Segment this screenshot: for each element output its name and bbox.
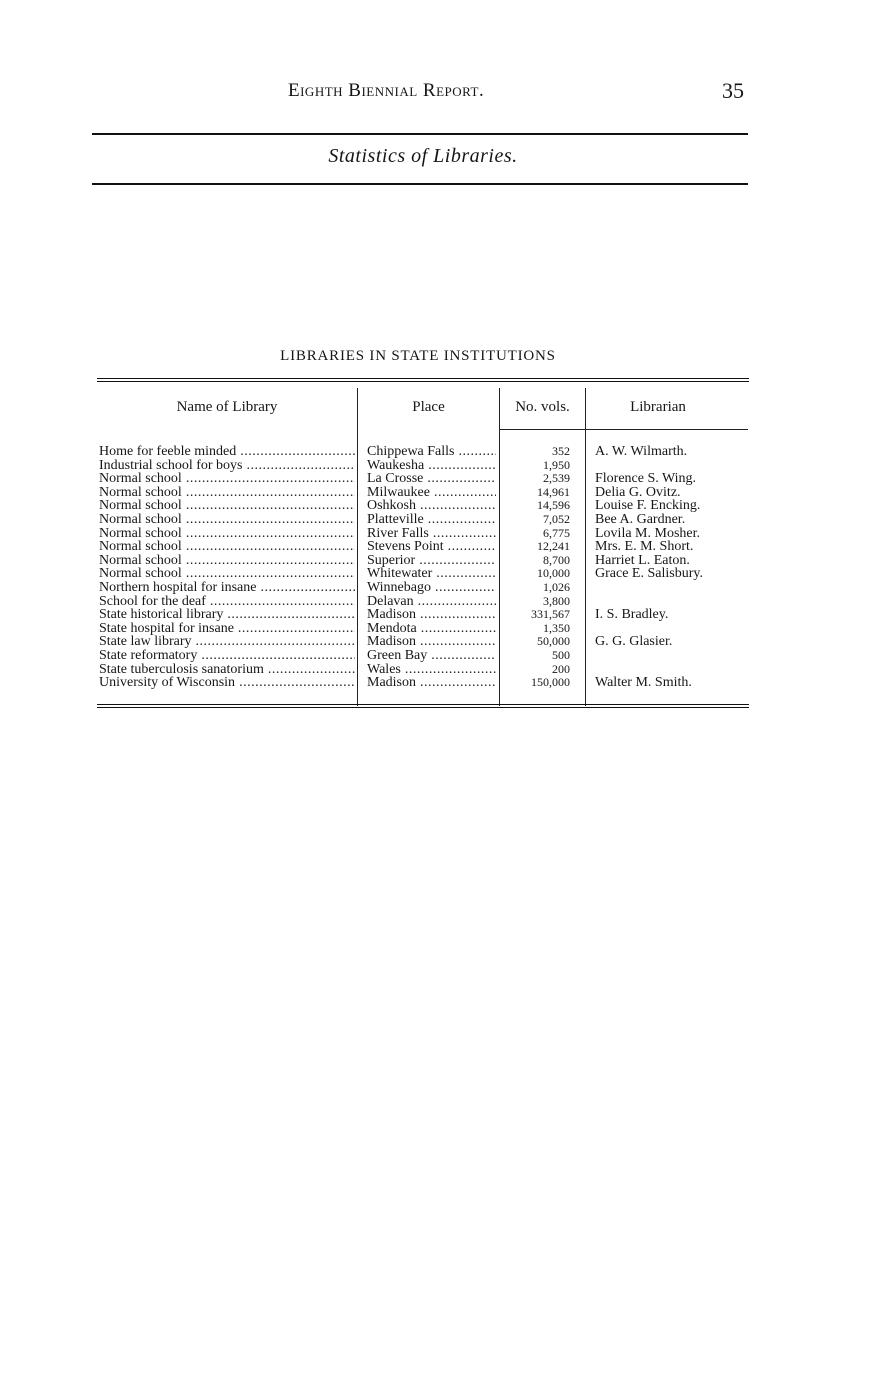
- library-librarian: Florence S. Wing.: [595, 472, 697, 486]
- table-row: [0, 622, 896, 636]
- table-title: LIBRARIES IN STATE INSTITUTIONS: [280, 348, 556, 364]
- table-row: [0, 635, 896, 649]
- library-librarian: G. G. Glasier.: [595, 635, 673, 649]
- library-volumes: 1,350: [543, 621, 570, 635]
- library-volumes: 3,800: [543, 594, 570, 608]
- library-name: Normal school .....: [99, 486, 355, 500]
- library-name: Normal school .....: [99, 472, 355, 486]
- table-row: [0, 472, 896, 486]
- library-place: Superior .....: [367, 554, 496, 568]
- library-place: River Falls .....: [367, 527, 496, 541]
- column-header-librarian: Librarian: [630, 399, 686, 415]
- table-row: [0, 649, 896, 663]
- library-name: State historical library .....: [99, 608, 355, 622]
- library-librarian: Delia G. Ovitz.: [595, 485, 681, 500]
- library-name: Normal school .....: [99, 567, 355, 581]
- library-volumes: 2,539: [543, 472, 570, 486]
- library-place: Madison .....: [367, 635, 496, 649]
- library-place: Waukesha .....: [367, 459, 496, 473]
- library-name: State tuberculosis sanatorium .....: [99, 663, 355, 677]
- section-rule: [92, 183, 748, 185]
- library-place: Whitewater .....: [367, 567, 496, 581]
- table-body: [0, 445, 896, 690]
- library-place: Chippewa Falls .....: [367, 445, 496, 459]
- library-place: Mendota .....: [367, 622, 496, 636]
- library-volumes: 14,961: [537, 485, 570, 499]
- library-name: State reformatory .....: [99, 649, 355, 663]
- table-top-rule: [97, 378, 749, 382]
- table-row: [0, 445, 896, 459]
- library-name: School for the deaf .....: [99, 595, 355, 609]
- page-number: 35: [722, 78, 744, 103]
- table-row: [0, 663, 896, 677]
- section-title: Statistics of Libraries.: [328, 145, 518, 167]
- library-place: Milwaukee .....: [367, 486, 496, 500]
- column-header-place: Place: [412, 399, 445, 415]
- table-row: [0, 595, 896, 609]
- table-row: [0, 676, 896, 690]
- library-place: Wales .....: [367, 663, 496, 677]
- library-place: Oshkosh .....: [367, 499, 496, 513]
- table-row: [0, 608, 896, 622]
- library-volumes: 12,241: [537, 540, 570, 554]
- table-bottom-rule: [97, 704, 749, 708]
- library-name: University of Wisconsin .....: [99, 676, 355, 690]
- library-volumes: 14,596: [537, 499, 570, 513]
- library-volumes: 50,000: [537, 635, 570, 649]
- library-volumes: 500: [552, 648, 570, 662]
- library-place: Delavan .....: [367, 595, 496, 609]
- library-place: Madison .....: [367, 676, 496, 690]
- library-volumes: 352: [552, 445, 570, 458]
- library-librarian: Lovila M. Mosher.: [595, 526, 700, 541]
- table-row: [0, 499, 896, 513]
- library-name: Normal school .....: [99, 554, 355, 568]
- library-volumes: 6,775: [543, 526, 570, 540]
- library-volumes: 1,026: [543, 580, 570, 594]
- library-volumes: 7,052: [543, 512, 570, 526]
- library-place: La Crosse .....: [367, 472, 496, 486]
- library-librarian: Walter M. Smith.: [595, 676, 692, 690]
- library-librarian: I. S. Bradley.: [595, 608, 669, 622]
- table-row: [0, 554, 896, 568]
- library-name: Normal school .....: [99, 540, 355, 554]
- library-name: Home for feeble minded .....: [99, 445, 355, 459]
- library-name: Normal school .....: [99, 499, 355, 513]
- table-row: [0, 486, 896, 500]
- library-volumes: 8,700: [543, 553, 570, 567]
- running-title: Eighth Biennial Report.: [288, 80, 485, 101]
- library-volumes: 200: [552, 662, 570, 676]
- running-head: [0, 80, 896, 110]
- library-place: Winnebago .....: [367, 581, 496, 595]
- library-place: Green Bay .....: [367, 649, 496, 663]
- library-librarian: Harriet L. Eaton.: [595, 553, 690, 568]
- library-name: Normal school .....: [99, 527, 355, 541]
- library-volumes: 150,000: [531, 676, 570, 690]
- library-librarian: A. W. Wilmarth.: [595, 445, 688, 459]
- library-name: State law library .....: [99, 635, 355, 649]
- library-name: Normal school .....: [99, 513, 355, 527]
- table-row: [0, 581, 896, 595]
- library-volumes: 331,567: [531, 608, 570, 622]
- library-name: Industrial school for boys .....: [99, 459, 355, 473]
- top-rule: [92, 133, 748, 135]
- table-row: [0, 567, 896, 581]
- table-row: [0, 527, 896, 541]
- table-row: [0, 459, 896, 473]
- library-librarian: Grace E. Salisbury.: [595, 567, 703, 581]
- library-librarian: Louise F. Encking.: [595, 499, 701, 513]
- library-name: Northern hospital for insane .....: [99, 581, 355, 595]
- library-volumes: 1,950: [543, 458, 570, 472]
- column-header-vols: No. vols.: [515, 399, 570, 415]
- column-header-name: Name of Library: [176, 399, 278, 415]
- library-place: Stevens Point .....: [367, 540, 496, 554]
- library-place: Platteville .....: [367, 513, 496, 527]
- table-row: [0, 540, 896, 554]
- library-name: State hospital for insane .....: [99, 622, 355, 636]
- library-volumes: 10,000: [537, 567, 570, 581]
- library-librarian: Mrs. E. M. Short.: [595, 540, 694, 554]
- library-place: Madison .....: [367, 608, 496, 622]
- header-underline: [500, 429, 748, 430]
- library-librarian: Bee A. Gardner.: [595, 512, 686, 527]
- table-row: [0, 513, 896, 527]
